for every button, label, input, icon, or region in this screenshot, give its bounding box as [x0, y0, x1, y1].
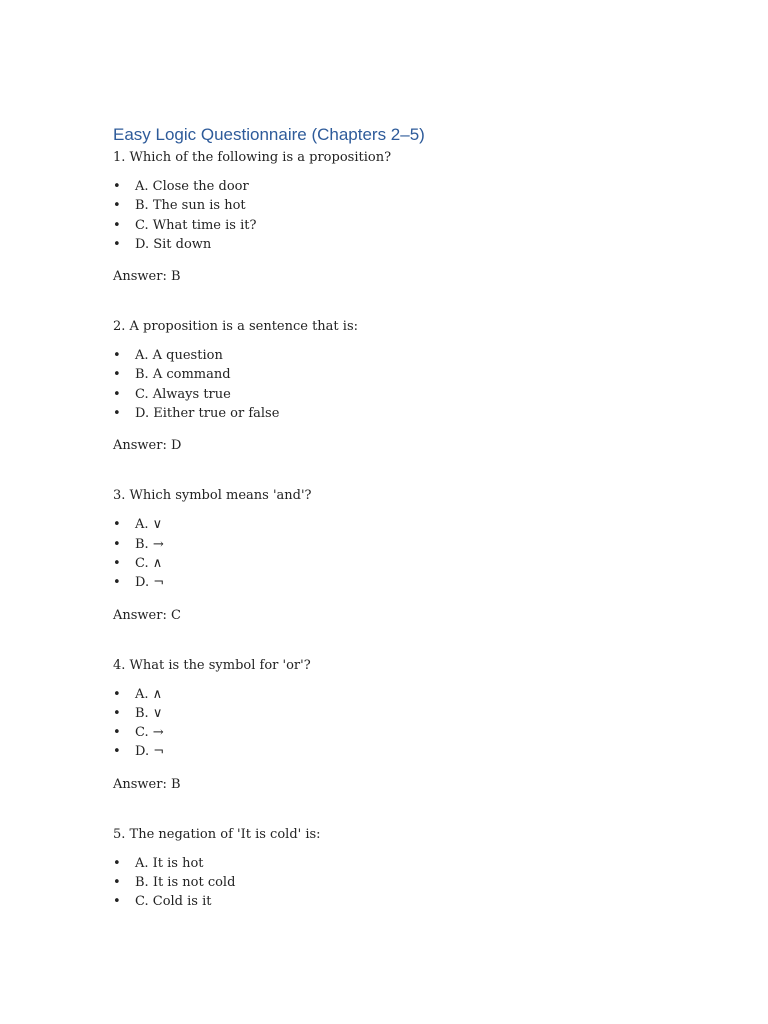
option-text: A. ∨: [135, 517, 163, 533]
option-text: B. ∨: [135, 705, 163, 721]
bullet-icon: •: [113, 179, 121, 194]
option-item: [113, 404, 673, 423]
option-item: [113, 515, 673, 534]
bullet-icon: •: [113, 348, 121, 364]
question-block: [113, 825, 673, 912]
option-item: [113, 385, 673, 404]
bullet-icon: •: [113, 875, 121, 891]
option-item: [113, 196, 673, 215]
option-text: C. Always true: [135, 386, 231, 402]
bullet-icon: •: [113, 198, 121, 214]
option-item: [113, 685, 673, 704]
bullet-icon: •: [113, 894, 121, 910]
option-text: D. ¬: [135, 575, 165, 591]
answer-text: Answer: D: [113, 438, 182, 454]
option-text: A. A question: [135, 348, 223, 364]
bullet-icon: •: [113, 725, 121, 741]
option-text: C. ∧: [135, 555, 163, 571]
option-item: [113, 723, 673, 742]
document-title: Easy Logic Questionnaire (Chapters 2–5): [113, 125, 425, 144]
option-text: A. ∧: [135, 686, 163, 702]
question-text: 4. What is the symbol for 'or'?: [113, 657, 311, 673]
document-content: [113, 124, 673, 943]
option-item: [113, 346, 673, 365]
answer-text: Answer: B: [113, 269, 181, 285]
option-item: [113, 854, 673, 873]
option-text: B. The sun is hot: [135, 198, 246, 214]
bullet-icon: •: [113, 236, 121, 252]
bullet-icon: •: [113, 386, 121, 402]
bullet-icon: •: [113, 855, 121, 871]
bullet-icon: •: [113, 686, 121, 702]
question-text: 2. A proposition is a sentence that is:: [113, 319, 359, 335]
bullet-icon: •: [113, 217, 121, 233]
question-block: [113, 656, 673, 794]
bullet-icon: •: [113, 367, 121, 383]
option-text: C. →: [135, 725, 164, 741]
bullet-icon: •: [113, 406, 121, 422]
answer-text: Answer: C: [113, 607, 181, 623]
option-text: C. Cold is it: [135, 894, 212, 910]
option-text: D. Either true or false: [135, 406, 280, 422]
option-item: [113, 235, 673, 254]
question-text: 1. Which of the following is a proposition?: [113, 150, 392, 165]
question-block: [113, 317, 673, 455]
option-item: [113, 554, 673, 573]
option-text: D. Sit down: [135, 236, 212, 252]
option-item: [113, 742, 673, 761]
option-list: [113, 515, 673, 592]
option-item: [113, 892, 673, 911]
option-text: C. What time is it?: [135, 217, 257, 233]
question-block: [113, 486, 673, 624]
bullet-icon: •: [113, 536, 121, 552]
option-text: D. ¬: [135, 744, 165, 760]
question-text: 5. The negation of 'It is cold' is:: [113, 826, 321, 842]
option-item: [113, 704, 673, 723]
option-item: [113, 365, 673, 384]
option-text: A. Close the door: [135, 179, 249, 194]
option-item: [113, 535, 673, 554]
option-list: [113, 685, 673, 762]
bullet-icon: •: [113, 517, 121, 533]
option-list: [113, 854, 673, 912]
bullet-icon: •: [113, 575, 121, 591]
option-text: B. It is not cold: [135, 875, 236, 891]
option-text: B. →: [135, 536, 164, 552]
option-text: B. A command: [135, 367, 231, 383]
option-item: [113, 573, 673, 592]
option-list: [113, 346, 673, 423]
option-item: [113, 216, 673, 235]
bullet-icon: •: [113, 705, 121, 721]
option-item: [113, 177, 673, 196]
question-text: 3. Which symbol means 'and'?: [113, 488, 312, 504]
option-text: A. It is hot: [135, 855, 204, 871]
question-block: [113, 148, 673, 286]
bullet-icon: •: [113, 744, 121, 760]
bullet-icon: •: [113, 555, 121, 571]
option-item: [113, 873, 673, 892]
option-list: [113, 177, 673, 254]
answer-text: Answer: B: [113, 776, 181, 792]
